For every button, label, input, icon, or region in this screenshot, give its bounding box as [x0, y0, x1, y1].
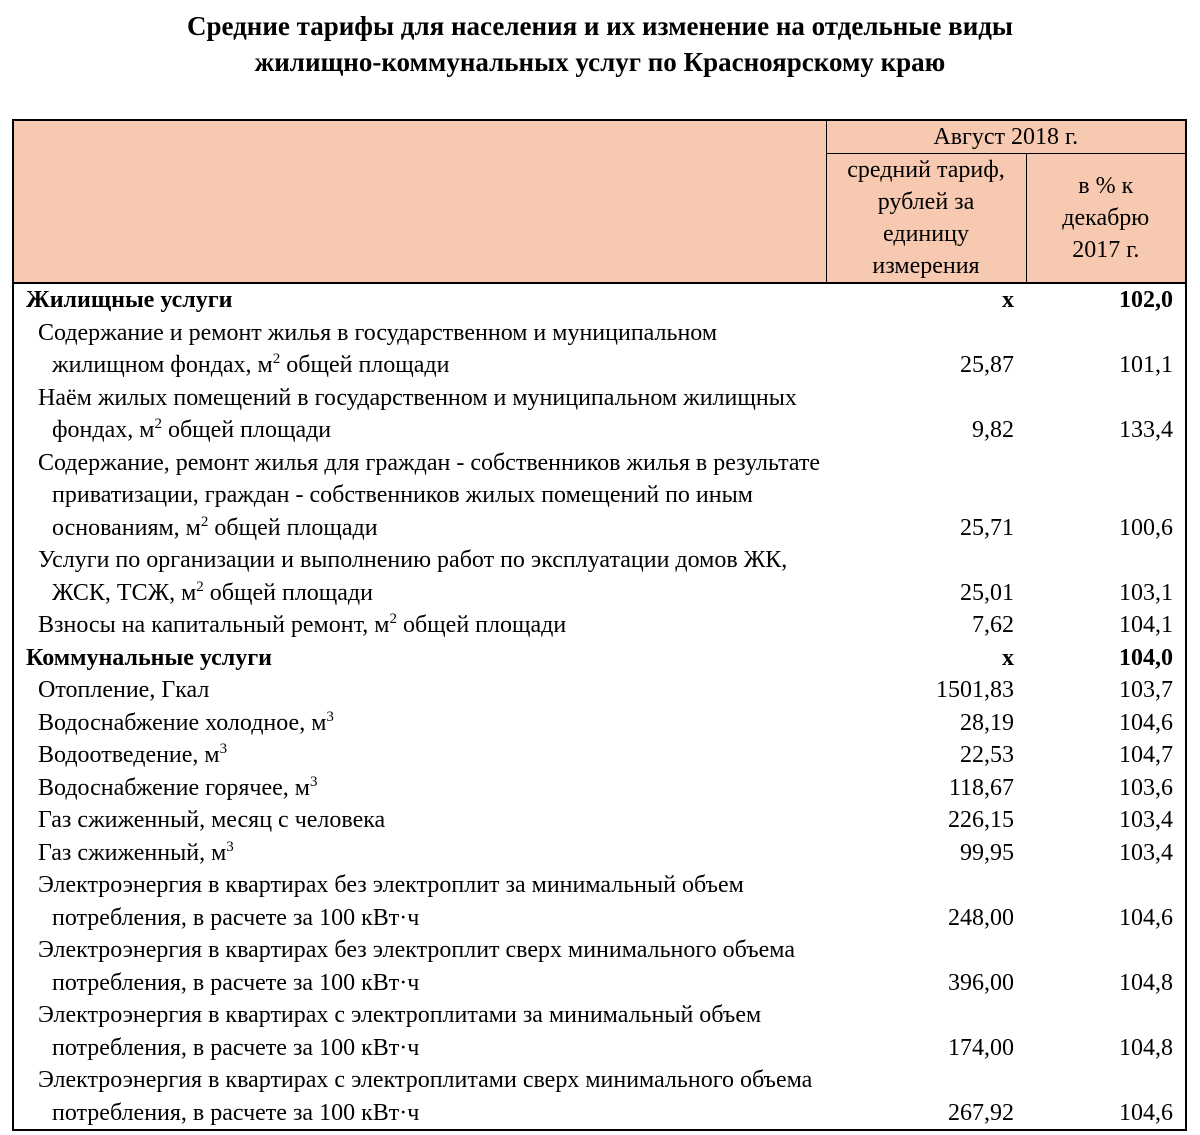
tariff-value: 25,01	[960, 579, 1014, 606]
tariff-value: x	[1002, 644, 1014, 671]
row-name-text: Содержание и ремонт жилья в государственном и муниципальном жилищном фондах, м	[38, 319, 718, 378]
tariff-value: 396,00	[948, 969, 1014, 996]
row-name-text: Электроэнергия в квартирах без электроплит сверх минимального объема потребления, в расчете за 100 кВт·ч	[38, 937, 795, 996]
row-name	[26, 284, 826, 317]
row-name	[26, 317, 826, 382]
row-name-text: Электроэнергия в квартирах без электроплит за минимальный объем потребления, в расчете за 100 кВт·ч	[38, 872, 744, 931]
percent-value: 133,4	[1119, 417, 1174, 443]
unit-exponent: 3	[326, 708, 334, 725]
table-row	[14, 739, 1185, 772]
unit-suffix: общей площади	[396, 612, 567, 638]
row-name-text: Содержание, ремонт жилья для граждан - собственников жилья в результате приватизации, граждан - собственников жилых помещений по иным основаниям, м	[38, 449, 821, 541]
row-name	[26, 739, 826, 772]
percent-value: 103,7	[1119, 677, 1174, 703]
percent-value: 104,8	[1119, 1034, 1174, 1061]
percent-value: 100,6	[1119, 514, 1174, 541]
row-name-cell	[14, 447, 826, 545]
row-name-text: Электроэнергия в квартирах с электроплитами за минимальный объем потребления, в расчете за 100 кВт·ч	[38, 1002, 762, 1061]
row-name-cell	[14, 934, 826, 999]
table-row	[14, 999, 1185, 1064]
section-row	[14, 642, 1185, 675]
tariff-value: 99,95	[960, 839, 1014, 866]
percent-value: 103,6	[1119, 774, 1174, 801]
row-name-text: Взносы на капитальный ремонт, м	[38, 612, 390, 638]
page-title	[0, 8, 1200, 80]
row-name-cell	[14, 674, 826, 707]
row-name-text: Газ сжиженный, месяц с человека	[38, 807, 386, 833]
percent-value: 104,1	[1119, 612, 1174, 638]
table-body	[14, 283, 1185, 1129]
row-name-cell	[14, 837, 826, 870]
table-row	[14, 382, 1185, 447]
header-percent	[1026, 154, 1185, 284]
header-tariff	[826, 154, 1026, 284]
unit-exponent: 2	[389, 611, 397, 627]
percent-value: 104,6	[1119, 709, 1174, 736]
tariff-value: 25,87	[960, 352, 1014, 378]
table-row	[14, 609, 1185, 642]
tariff-value: 28,19	[960, 709, 1014, 736]
header-period: Август 2018 г.	[826, 121, 1185, 154]
table-row	[14, 772, 1185, 805]
percent-value: 103,4	[1119, 807, 1174, 833]
tariff-value: 267,92	[948, 1099, 1014, 1126]
section-row	[14, 283, 1185, 317]
table-row	[14, 1064, 1185, 1129]
unit-exponent: 3	[219, 741, 228, 757]
row-name-text: Наём жилых помещений в государственном и муниципальном жилищных фондах, м	[38, 384, 797, 443]
unit-exponent: 2	[154, 416, 162, 432]
header-blank-cell	[14, 121, 826, 283]
tariff-value: 248,00	[948, 904, 1014, 931]
percent-value: 104,8	[1119, 969, 1174, 996]
row-name	[26, 609, 826, 642]
percent-value: 102,0	[1119, 287, 1174, 313]
table-row	[14, 544, 1185, 609]
row-name-text: Водоснабжение горячее, м	[38, 774, 310, 801]
tariff-value: 25,71	[960, 514, 1014, 541]
tariff-value: 174,00	[948, 1034, 1014, 1061]
row-name-cell	[14, 869, 826, 934]
row-name	[26, 707, 826, 740]
row-name	[26, 869, 826, 934]
tariff-value: 118,67	[948, 774, 1014, 801]
row-name-text: Газ сжиженный, м	[38, 839, 227, 866]
row-name	[26, 674, 826, 707]
row-name	[26, 999, 826, 1064]
row-name	[26, 934, 826, 999]
row-name-cell	[14, 317, 826, 382]
title-line-1: Средние тарифы для населения и их изменение на отдельные виды	[186, 11, 1014, 41]
row-name-text: Водоотведение, м	[38, 742, 220, 768]
row-name-cell	[14, 283, 826, 317]
row-name-text: Отопление, Гкал	[38, 677, 210, 703]
tariff-table	[12, 119, 1187, 1131]
unit-exponent: 2	[200, 513, 209, 530]
unit-exponent: 3	[226, 838, 234, 855]
tariff-value: 1501,83	[936, 677, 1014, 703]
header-tariff-text: средний тариф, рублей за единицу измерения	[847, 157, 1005, 279]
table-row	[14, 674, 1185, 707]
row-name-cell	[14, 609, 826, 642]
row-name	[26, 642, 826, 675]
table-row	[14, 317, 1185, 382]
row-name-cell	[14, 999, 826, 1064]
unit-exponent: 2	[196, 578, 204, 595]
row-name	[26, 544, 826, 609]
percent-value: 104,6	[1119, 1099, 1174, 1126]
tariff-value: 226,15	[948, 807, 1014, 833]
tariff-value: 9,82	[972, 417, 1014, 443]
tariff-value: 22,53	[960, 742, 1014, 768]
title-line-2: жилищно-коммунальных услуг по Красноярскому краю	[254, 47, 946, 77]
row-name-cell	[14, 772, 826, 805]
tariff-value: 7,62	[972, 612, 1014, 638]
table-row	[14, 804, 1185, 837]
row-name	[26, 382, 826, 447]
percent-value: 104,0	[1119, 644, 1174, 671]
percent-value: 104,7	[1119, 742, 1174, 768]
row-name-text: Коммунальные услуги	[26, 644, 272, 671]
table-row	[14, 869, 1185, 934]
row-name-text: Водоснабжение холодное, м	[38, 709, 327, 736]
row-name-cell	[14, 804, 826, 837]
row-name-text: Электроэнергия в квартирах с электроплитами сверх минимального объема потребления, в расчете за 100 кВт·ч	[38, 1067, 813, 1126]
unit-exponent: 3	[310, 773, 318, 790]
percent-value: 103,1	[1119, 579, 1174, 606]
row-name	[26, 1064, 826, 1129]
row-name	[26, 804, 826, 837]
row-name	[26, 772, 826, 805]
row-name-cell	[14, 739, 826, 772]
row-name-cell	[14, 382, 826, 447]
row-name-cell	[14, 642, 826, 675]
table-row	[14, 934, 1185, 999]
row-name-text: Жилищные услуги	[26, 287, 233, 313]
tariff-value: x	[1002, 287, 1014, 313]
percent-value: 101,1	[1119, 352, 1174, 378]
row-name	[26, 837, 826, 870]
row-name-cell	[14, 1064, 826, 1129]
table-row	[14, 837, 1185, 870]
percent-value: 104,6	[1119, 904, 1174, 931]
percent-value: 103,4	[1119, 839, 1174, 866]
row-name	[26, 447, 826, 545]
unit-suffix: общей площади	[161, 417, 332, 443]
header-percent-text: в % к декабрю 2017 г.	[1062, 173, 1150, 263]
row-name-text: Услуги по организации и выполнению работ по эксплуатации домов ЖК, ЖСК, ТСЖ, м	[38, 547, 788, 606]
unit-exponent: 2	[272, 351, 281, 367]
row-name-cell	[14, 544, 826, 609]
unit-suffix: общей площади	[203, 579, 373, 606]
table-row	[14, 707, 1185, 740]
unit-suffix: общей площади	[280, 352, 450, 378]
unit-suffix: общей площади	[208, 514, 378, 541]
table-row	[14, 447, 1185, 545]
row-name-cell	[14, 707, 826, 740]
